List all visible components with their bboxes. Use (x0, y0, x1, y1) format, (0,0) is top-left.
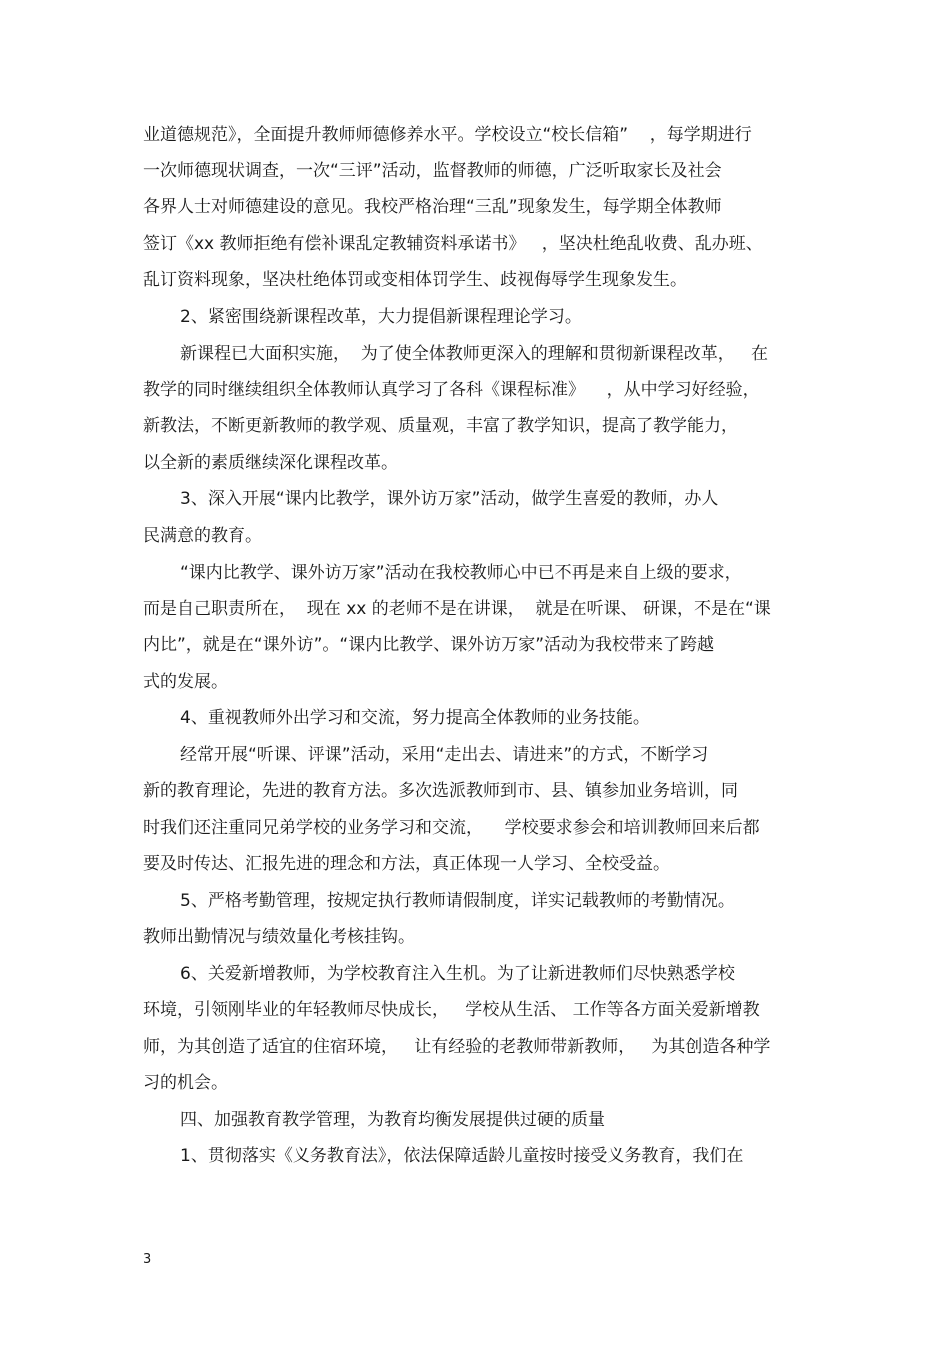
text-line: 民满意的教育。 (143, 526, 262, 546)
text-line: 新教法，不断更新教师的教学观、质量观，丰富了教学知识，提高了教学能力， (143, 416, 738, 436)
text-line: 1、贯彻落实《义务教育法》，依法保障适龄儿童按时接受义务教育，我们在 (180, 1146, 744, 1166)
text-line: 师，为其创造了适宜的住宿环境， 让有经验的老教师带新教师， 为其创造各种学 (143, 1037, 771, 1057)
page-number: 3 (143, 1252, 152, 1267)
text-line: 习的机会。 (143, 1073, 228, 1093)
text-line: 4、重视教师外出学习和交流，努力提高全体教师的业务技能。 (180, 708, 650, 728)
text-line: 以全新的素质继续深化课程改革。 (143, 453, 398, 473)
text-line: 各界人士对师德建设的意见。我校严格治理“三乱”现象发生，每学期全体教师 (143, 197, 722, 217)
text-line: 一次师德现状调查，一次“三评”活动，监督教师的师德，广泛听取家长及社会 (143, 161, 722, 181)
text-line: “课内比教学、课外访万家”活动在我校教师心中已不再是来自上级的要求， (180, 563, 742, 583)
text-line: 5、严格考勤管理，按规定执行教师请假制度，详实记载教师的考勤情况。 (180, 891, 735, 911)
text-line: 环境，引领刚毕业的年轻教师尽快成长， 学校从生活、 工作等各方面关爱新增教 (143, 1000, 760, 1020)
text-line: 要及时传达、汇报先进的理念和方法，真正体现一人学习、全校受益。 (143, 854, 670, 874)
text-line: 经常开展“听课、评课”活动，采用“走出去、请进来”的方式，不断学习 (180, 745, 709, 765)
text-line: 3、深入开展“课内比教学，课外访万家”活动，做学生喜爱的教师，办人 (180, 489, 719, 509)
text-line: 新的教育理论，先进的教育方法。多次选派教师到市、县、镇参加业务培训，同 (143, 781, 738, 801)
text-line: 新课程已大面积实施， 为了使全体教师更深入的理解和贯彻新课程改革， 在 (180, 344, 769, 364)
text-line: 式的发展。 (143, 672, 228, 692)
text-line: 时我们还注重同兄弟学校的业务学习和交流， 学校要求参会和培训教师回来后都 (143, 818, 760, 838)
text-line: 教师出勤情况与绩效量化考核挂钩。 (143, 927, 415, 947)
text-line: 6、关爱新增教师，为学校教育注入生机。为了让新进教师们尽快熟悉学校 (180, 964, 735, 984)
section-heading: 四、加强教育教学管理，为教育均衡发展提供过硬的质量 (180, 1110, 605, 1130)
text-line: 签订《xx 教师拒绝有偿补课乱定教辅资料承诺书》 ，坚决杜绝乱收费、乱办班、 (143, 234, 763, 254)
text-line: 2、紧密围绕新课程改革，大力提倡新课程理论学习。 (180, 307, 582, 327)
text-line: 教学的同时继续组织全体教师认真学习了各科《课程标准》 ，从中学习好经验， (143, 380, 760, 400)
text-line: 业道德规范》，全面提升教师师德修养水平。学校设立“校长信箱” ，每学期进行 (143, 125, 752, 145)
text-line: 内比”，就是在“课外访”。“课内比教学、课外访万家”活动为我校带来了跨越 (143, 635, 715, 655)
text-line: 乱订资料现象，坚决杜绝体罚或变相体罚学生、歧视侮辱学生现象发生。 (143, 270, 687, 290)
text-line: 而是自己职责所在， 现在 xx 的老师不是在讲课， 就是在听课、 研课，不是在“课 (143, 599, 771, 619)
